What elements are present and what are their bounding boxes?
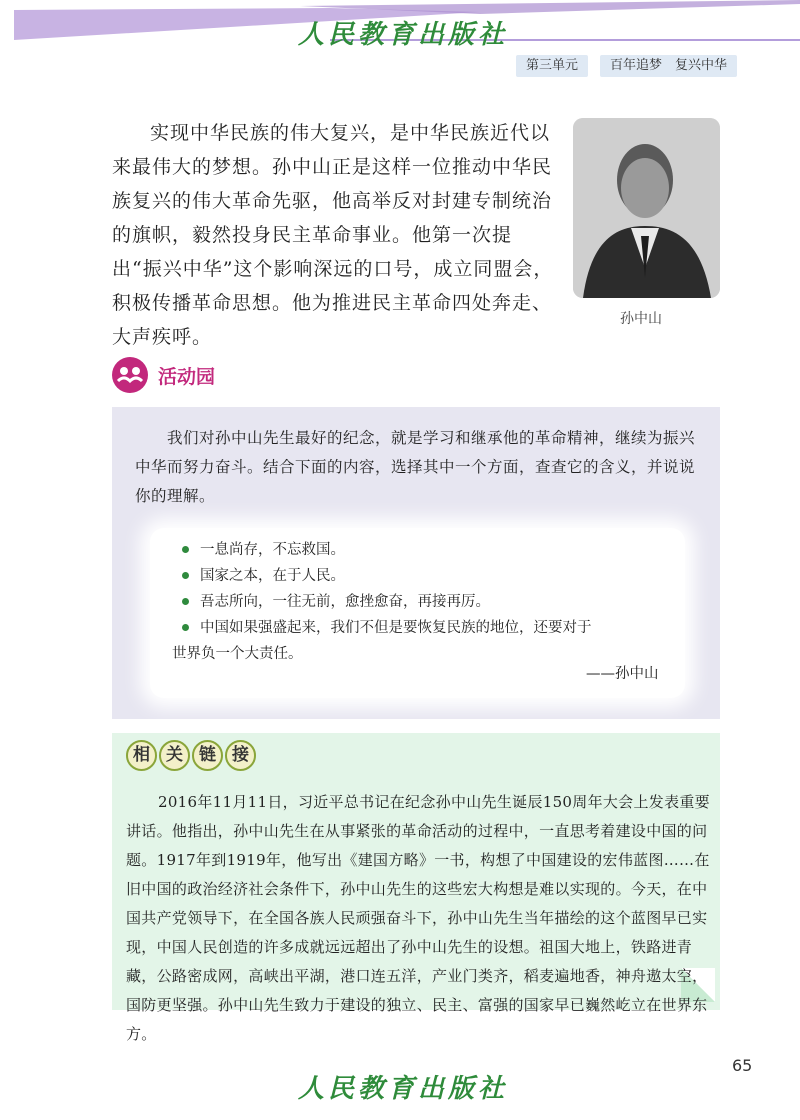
publisher-logo-bottom: 人民教育出版社 bbox=[298, 1074, 509, 1104]
page-number: 65 bbox=[732, 1056, 753, 1075]
list-item: 吾志所向，一往无前，愈挫愈奋，再接再厉。 bbox=[172, 589, 677, 615]
title-char: 接 bbox=[225, 740, 256, 771]
activity-prompt: 我们对孙中山先生最好的纪念，就是学习和继承他的革命精神，继续为振兴中华而努力奋斗。结合下面的内容，选择其中一个方面，查查它的含义，并说说你的理解。 bbox=[135, 429, 696, 505]
activity-title: 活动园 bbox=[158, 366, 216, 388]
sun-yat-sen-portrait bbox=[573, 118, 720, 298]
title-char: 关 bbox=[159, 740, 190, 771]
related-link-title bbox=[126, 740, 256, 771]
portrait-caption: 孙中山 bbox=[620, 311, 662, 327]
unit-label: 第三单元 bbox=[516, 55, 588, 77]
bullet-icon bbox=[182, 546, 189, 553]
publisher-logo-top: 人民教育出版社 bbox=[298, 20, 509, 50]
quote-list bbox=[172, 537, 677, 667]
title-char: 链 bbox=[192, 740, 223, 771]
bullet-icon bbox=[182, 624, 189, 631]
activity-hands-icon bbox=[112, 357, 148, 393]
list-item-continuation: 世界负一个大责任。 bbox=[172, 646, 303, 662]
unit-theme-label: 百年追梦 复兴中华 bbox=[600, 55, 737, 77]
list-item: 国家之本，在于人民。 bbox=[172, 563, 677, 589]
title-char: 相 bbox=[126, 740, 157, 771]
list-item: 中国如果强盛起来，我们不但是要恢复民族的地位，还要对于 bbox=[172, 615, 677, 641]
related-link-text: 2016年11月11日，习近平总书记在纪念孙中山先生诞辰150周年大会上发表重要讲话。他指出，孙中山先生在从事紧张的革命活动的过程中，一直思考着建设中国的问题。1917年到1919年，他写出《建国方略》一书，构想了中国建设的宏伟蓝图……在旧中国的政治经济社会条件下，孙中山先生的这些宏大构想是难以实现的。今天，在中国共产党领导下，在全国各族人民顽强奋斗下，孙中山先生当年描绘的这个蓝图早已实现，中国人民创造的许多成就远远超出了孙中山先生的设想。祖国大地上，铁路进青藏，公路密成网，高峡出平湖，港口连五洋，产业门类齐，稻麦遍地香，神舟遨太空，国防更坚强。孙中山先生致力于建设的独立、民主、富强的国家早已巍然屹立在世界东方。 bbox=[126, 793, 710, 1043]
bullet-icon bbox=[182, 572, 189, 579]
bullet-icon bbox=[182, 598, 189, 605]
list-item: 一息尚存，不忘救国。 bbox=[172, 537, 677, 563]
quote-author: ——孙中山 bbox=[586, 666, 659, 682]
intro-paragraph: 实现中华民族的伟大复兴，是中华民族近代以来最伟大的梦想。孙中山正是这样一位推动中华民族复兴的伟大革命先驱，他高举反对封建专制统治的旗帜，毅然投身民主革命事业。他第一次提出“振兴中华”这个影响深远的口号，成立同盟会，积极传播革命思想。他为推进民主革命四处奔走、大声疾呼。 bbox=[112, 122, 554, 348]
